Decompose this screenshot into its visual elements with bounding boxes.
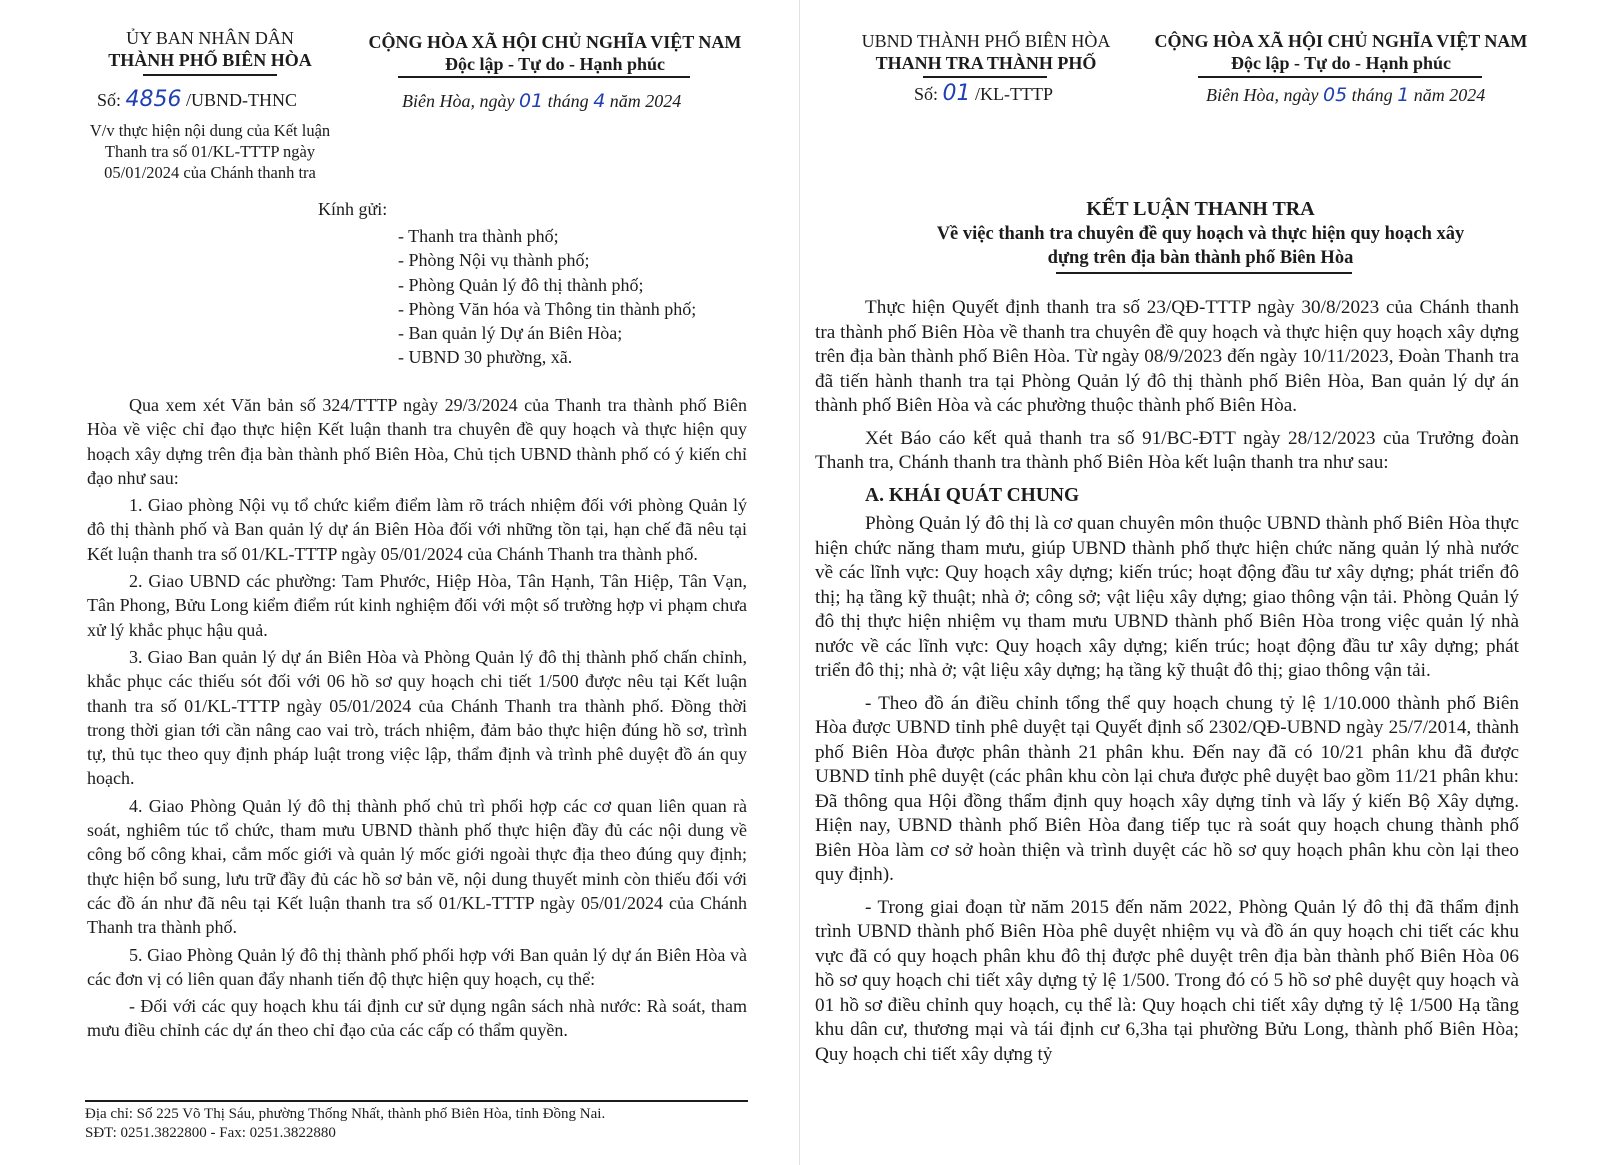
- recipient-item: - Ban quản lý Dự án Biên Hòa;: [398, 323, 623, 344]
- right-body-paragraph: - Theo đồ án điều chỉnh tổng thể quy hoạch chung tỷ lệ 1/10.000 thành phố Biên Hòa được UBND tỉnh phê duyệt tại Quyết định số 2302/QĐ-UBND ngày 25/7/2014, thành phố Biên Hòa được phân thành 21 phân khu. Đến nay đã có 10/21 phân khu đã được UBND tỉnh phê duyệt (các phân khu còn lại chưa được phê duyệt bao gồm 11/21 phân khu: Đã thông qua Hội đồng thẩm định quy hoạch xây dựng tỉnh và lấy ý kiến Bộ Xây dựng. Hiện nay, UBND thành phố Biên Hòa đang tiếp tục rà soát quy hoạch chung thành phố Biên Hòa làm cơ sở hoàn thiện và trình duyệt các hồ sơ quy hoạch phân khu còn lại theo quy định).: [815, 692, 1519, 885]
- right-body-paragraph: - Trong giai đoạn từ năm 2015 đến năm 2022, Phòng Quản lý đô thị đã thẩm định trình UBND thành phố Biên Hòa phê duyệt nhiệm vụ và đồ án quy hoạch chi tiết các khu vực đã có quy hoạch phân khu đô thị được phê duyệt trên địa bàn thành phố Biên Hòa 06 hồ sơ quy hoạch chi tiết xây dựng tỷ lệ 1/500. Trong đó có 5 hồ sơ phê duyệt quy hoạch và 01 hồ sơ điều chỉnh quy hoạch, cụ thể là: Quy hoạch chi tiết xây dựng tỷ lệ 1/500 Hạ tầng khu dân cư, thương mại và tái định cư 6,3ha tại phường Bửu Long, thành phố Biên Hòa; Quy hoạch chi tiết xây dựng tỷ: [815, 896, 1519, 1065]
- left-nation-line2: Độc lập - Tự do - Hạnh phúc: [444, 54, 666, 74]
- right-title: KẾT LUẬN THANH TRA: [1086, 198, 1315, 220]
- left-body-paragraph: 1. Giao phòng Nội vụ tổ chức kiểm điểm làm rõ trách nhiệm đối với phòng Quản lý đô thị thành phố và Ban quản lý dự án Biên Hòa đối với những tồn tại, hạn chế đã nêu tại Kết luận thanh tra số 01/KL-TTTP ngày 05/01/2024 của Chánh Thanh tra thành phố.: [87, 495, 747, 564]
- recipient-item: - Thanh tra thành phố;: [398, 226, 559, 246]
- right-title-underline: [1056, 272, 1352, 274]
- right-date-prefix: Biên Hòa, ngày: [1206, 85, 1319, 105]
- left-recipient-list: [398, 224, 696, 370]
- left-body-paragraph: Qua xem xét Văn bản số 324/TTTP ngày 29/3/2024 của Thanh tra thành phố Biên Hòa về việc chỉ đạo thực hiện Kết luận thanh tra chuyên đề quy hoạch và thực hiện quy hoạch xây dựng trên địa bàn thành phố Biên Hòa, Chủ tịch UBND thành phố có ý kiến chỉ đạo như sau:: [87, 395, 747, 488]
- right-subtitle: [801, 222, 1600, 270]
- right-agency-line2: THANH TRA THÀNH PHỐ: [875, 53, 1097, 73]
- left-body-paragraph: 2. Giao UBND các phường: Tam Phước, Hiệp Hòa, Tân Hạnh, Tân Hiệp, Tân Vạn, Tân Phong, Bửu Long kiểm điểm rút kinh nghiệm đối với một số trường hợp vi phạm chưa xử lý khắc phục hậu quả.: [87, 571, 747, 640]
- left-date-month-label: tháng: [547, 91, 589, 111]
- right-doc-number-suffix: /KL-TTTP: [975, 84, 1054, 104]
- recipient-item: - UBND 30 phường, xã.: [398, 347, 573, 368]
- right-doc-number: [914, 81, 1053, 106]
- right-date-day: 05: [1322, 84, 1348, 106]
- left-date-prefix: Biên Hòa, ngày: [402, 91, 515, 111]
- left-doc-number-suffix: /UBND-THNC: [186, 90, 298, 110]
- left-date-month: 4: [593, 90, 606, 112]
- right-body-paragraph: Xét Báo cáo kết quả thanh tra số 91/BC-ĐTT ngày 28/12/2023 của Trưởng đoàn Thanh tra, Chánh thanh tra thành phố Biên Hòa kết luận thanh tra như sau:: [815, 427, 1519, 473]
- right-date-line: [1206, 84, 1485, 106]
- left-doc-number-prefix: Số:: [97, 90, 122, 110]
- left-nation-line1: CỘNG HÒA XÃ HỘI CHỦ NGHĨA VIỆT NAM: [368, 32, 742, 52]
- left-nation-header: [355, 31, 755, 75]
- right-nation-header: [1131, 30, 1551, 74]
- recipient-item: - Phòng Quản lý đô thị thành phố;: [398, 274, 644, 295]
- left-doc-number-value: 4856: [125, 87, 182, 112]
- left-doc-number: [97, 87, 297, 112]
- left-footer: [85, 1105, 605, 1143]
- recipient-item: - Phòng Văn hóa và Thông tin thành phố;: [398, 298, 697, 319]
- left-footer-address: Địa chỉ: Số 225 Võ Thị Sáu, phường Thống Nhất, thành phố Biên Hòa, tỉnh Đồng Nai.: [85, 1106, 606, 1122]
- left-body-paragraph: 4. Giao Phòng Quản lý đô thị thành phố chủ trì phối hợp các cơ quan liên quan rà soát, nghiêm túc tổ chức, tham mưu UBND thành phố thực hiện đầy đủ các nội dung về công bố công khai, cắm mốc giới và quản lý mốc giới ngoài thực địa theo đúng quy định; thực hiện bổ sung, lưu trữ đầy đủ các hồ sơ bản vẽ, nội dung thuyết minh còn thiếu đối với các đồ án như đã nêu tại Kết luận thanh tra số 01/KL-TTTP ngày 05/01/2024 của Chánh Thanh tra thành phố.: [87, 795, 747, 938]
- left-body-paragraph: 3. Giao Ban quản lý dự án Biên Hòa và Phòng Quản lý đô thị thành phố chấn chỉnh, khắc phục các thiếu sót đối với 06 hồ sơ quy hoạch chi tiết 1/500 được nêu tại Kết luận thanh tra số 01/KL-TTTP ngày 05/01/2024 của Chánh Thanh tra thành phố. Đồng thời trong thời gian tới cần nâng cao vai trò, trách nhiệm, đảm bảo thực hiện đúng hồ sơ, trình tự, thủ tục theo quy định pháp luật trong việc lập, thẩm định và trình phê duyệt đồ án quy hoạch.: [87, 646, 747, 789]
- left-footer-rule: [85, 1100, 748, 1102]
- left-body: [87, 393, 747, 1046]
- left-nation-underline: [398, 76, 690, 78]
- right-doc-number-value: 01: [942, 81, 971, 106]
- left-agency-header: [80, 27, 340, 71]
- left-subject-line2: Thanh tra số 01/KL-TTTP ngày: [104, 142, 316, 161]
- right-agency-line1: UBND THÀNH PHỐ BIÊN HÒA: [861, 31, 1111, 51]
- right-agency-header: [841, 30, 1131, 74]
- right-date-month-label: tháng: [1351, 85, 1393, 105]
- left-date-year: năm 2024: [609, 91, 682, 111]
- left-salutation: Kính gửi:: [318, 199, 388, 219]
- left-subject-line3: 05/01/2024 của Chánh thanh tra: [104, 163, 316, 182]
- right-nation-line1: CỘNG HÒA XÃ HỘI CHỦ NGHĨA VIỆT NAM: [1154, 31, 1528, 51]
- left-agency-underline: [143, 74, 277, 76]
- left-date-line: [402, 90, 681, 112]
- right-body-paragraph: Phòng Quản lý đô thị là cơ quan chuyên môn thuộc UBND thành phố Biên Hòa thực hiện chức năng tham mưu, giúp UBND thành phố thực hiện chức năng quản lý nhà nước về các lĩnh vực: Quy hoạch xây dựng; kiến trúc; hoạt động đầu tư xây dựng; phát triển đô thị; hạ tầng kỹ thuật; nhà ở; công sở; vật liệu xây dựng; giao thông vận tải. Phòng Quản lý đô thị thực hiện nhiệm vụ tham mưu UBND thành phố Biên Hòa trong việc quản lý nhà nước về các lĩnh vực: Quy hoạch xây dựng; kiến trúc; hoạt động đầu tư xây dựng; phát triển đô thị; nhà ở; vật liệu xây dựng; hạ tầng kỹ thuật đô thị; giao thông vận tải.: [815, 513, 1519, 681]
- right-nation-line2: Độc lập - Tự do - Hạnh phúc: [1230, 53, 1452, 73]
- right-date-year: năm 2024: [1413, 85, 1486, 105]
- right-date-month: 1: [1397, 84, 1410, 106]
- left-agency-line1: ỦY BAN NHÂN DÂN: [126, 28, 294, 48]
- right-body: [815, 296, 1519, 1075]
- left-body-paragraph: 5. Giao Phòng Quản lý đô thị thành phố phối hợp với Ban quản lý dự án Biên Hòa và các đơn vị có liên quan đẩy nhanh tiến độ thực hiện quy hoạch, cụ thể:: [87, 944, 747, 989]
- right-subtitle-line1: Về việc thanh tra chuyên đề quy hoạch và thực hiện quy hoạch xây: [936, 224, 1465, 244]
- right-subtitle-line2: dựng trên địa bàn thành phố Biên Hòa: [1047, 248, 1354, 268]
- left-footer-phone: SĐT: 0251.3822800 - Fax: 0251.3822880: [85, 1125, 336, 1141]
- right-nation-underline: [1198, 76, 1482, 78]
- left-body-paragraph: - Đối với các quy hoạch khu tái định cư sử dụng ngân sách nhà nước: Rà soát, tham mưu điều chỉnh các dự án theo chỉ đạo của các cấp có thẩm quyền.: [87, 996, 747, 1041]
- left-subject: [60, 120, 360, 183]
- left-subject-line1: V/v thực hiện nội dung của Kết luận: [89, 121, 331, 140]
- left-agency-line2: THÀNH PHỐ BIÊN HÒA: [108, 50, 312, 70]
- left-date-day: 01: [518, 90, 544, 112]
- right-doc-number-prefix: Số:: [914, 84, 939, 104]
- right-body-paragraph: Thực hiện Quyết định thanh tra số 23/QĐ-TTTP ngày 30/8/2023 của Chánh thanh tra thành phố Biên Hòa về thanh tra chuyên đề quy hoạch và thực hiện quy hoạch xây dựng trên địa bàn thành phố Biên Hòa. Từ ngày 08/9/2023 đến ngày 10/11/2023, Đoàn Thanh tra đã tiến hành thanh tra tại Phòng Quản lý đô thị thành phố Biên Hòa, Ban quản lý dự án thành phố Biên Hòa và các phường thuộc thành phố Biên Hòa.: [815, 297, 1519, 416]
- right-agency-underline: [923, 76, 1047, 78]
- right-document-page: [801, 0, 1600, 1165]
- section-heading: A. KHÁI QUÁT CHUNG: [865, 484, 1080, 506]
- recipient-item: - Phòng Nội vụ thành phố;: [398, 250, 590, 271]
